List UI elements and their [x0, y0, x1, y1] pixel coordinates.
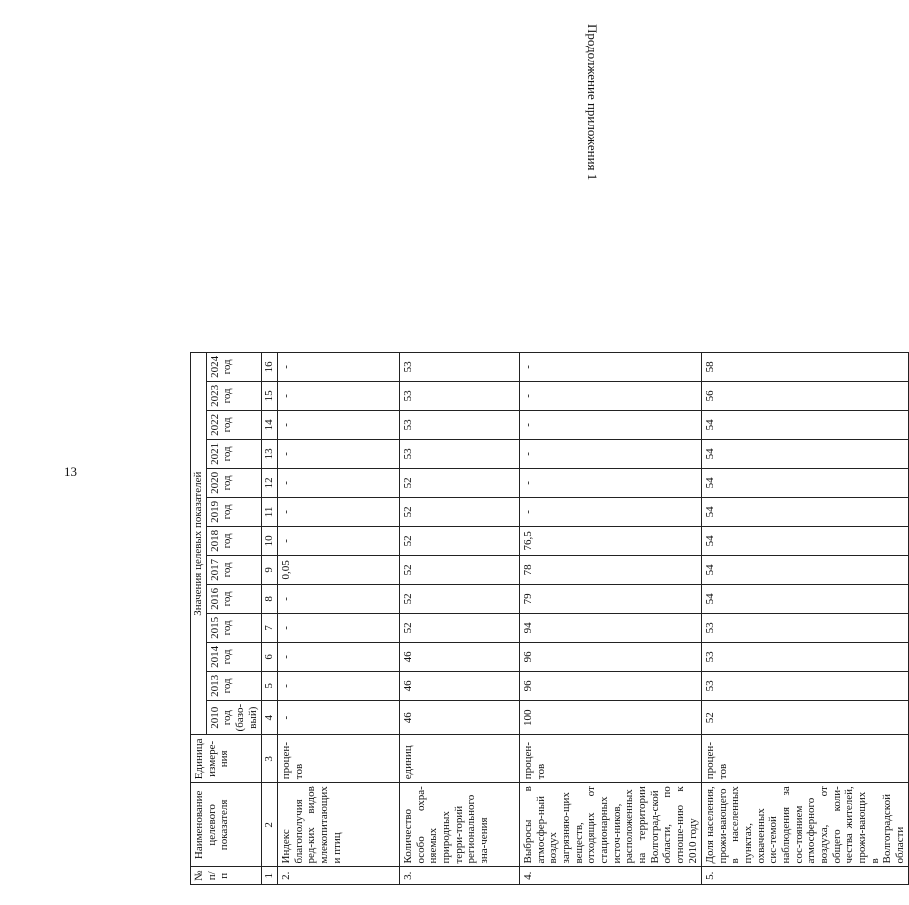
header-year: 2022 год [206, 410, 262, 439]
rotated-table-wrapper [190, 352, 909, 885]
value-cell: - [520, 468, 702, 497]
value-cell: 96 [520, 671, 702, 700]
column-number: 9 [262, 555, 278, 584]
header-name: Наименование целевого показателя [191, 783, 262, 867]
header-group: Значения целевых показателей [191, 352, 207, 735]
header-year: 2016 год [206, 584, 262, 613]
value-cell: 46 [400, 671, 520, 700]
page-number: 13 [64, 464, 77, 479]
value-cell: 56 [702, 381, 909, 410]
value-cell: 54 [702, 526, 909, 555]
value-cell: 0,05 [278, 555, 400, 584]
value-cell: - [278, 526, 400, 555]
indicator-name: Доля населения, прожи-вающего в населенных пунктах, охваченных сис-темой наблюдения за сос-тоянием атмосферного воздуха, от общего коли-чества жителей, прожи-вающих в Волгоградской области [702, 783, 909, 867]
row-number: 3. [400, 867, 520, 885]
value-cell: - [278, 584, 400, 613]
value-cell: - [520, 381, 702, 410]
column-number: 8 [262, 584, 278, 613]
value-cell: - [278, 642, 400, 671]
unit-cell: процен-тов [278, 735, 400, 783]
value-cell: 94 [520, 613, 702, 642]
unit-cell: процен-тов [520, 735, 702, 783]
header-year: 2020 год [206, 468, 262, 497]
value-cell: 52 [400, 613, 520, 642]
column-number: 14 [262, 410, 278, 439]
value-cell: 78 [520, 555, 702, 584]
table-row [400, 352, 520, 884]
value-cell: - [278, 468, 400, 497]
value-cell: 79 [520, 584, 702, 613]
target-indicators-table [190, 352, 909, 885]
column-number: 6 [262, 642, 278, 671]
value-cell: - [520, 439, 702, 468]
table-row [520, 352, 702, 884]
header-year: 2017 год [206, 555, 262, 584]
value-cell: - [278, 700, 400, 735]
value-cell: 53 [702, 642, 909, 671]
value-cell: 53 [400, 439, 520, 468]
value-cell: 54 [702, 584, 909, 613]
column-number: 12 [262, 468, 278, 497]
table-row [278, 352, 400, 884]
value-cell: 54 [702, 410, 909, 439]
value-cell: 52 [702, 700, 909, 735]
value-cell: - [520, 352, 702, 381]
value-cell: 54 [702, 497, 909, 526]
value-cell: - [278, 497, 400, 526]
value-cell: 52 [400, 555, 520, 584]
header-year: 2024 год [206, 352, 262, 381]
header-year: 2018 год [206, 526, 262, 555]
row-number: 4. [520, 867, 702, 885]
column-number: 10 [262, 526, 278, 555]
indicator-name: Выбросы в атмосфер-ный воздух загрязняю-щих веществ, отходящих от стационарных источ-ников, расположенных на территории Волгоград-ской области, по отноше-нию к 2010 году [520, 783, 702, 867]
header-no: № п/п [191, 867, 262, 885]
value-cell: - [278, 381, 400, 410]
header-year: 2010 год (базо-вый) [206, 700, 262, 735]
value-cell: 52 [400, 526, 520, 555]
value-cell: 54 [702, 439, 909, 468]
value-cell: 46 [400, 642, 520, 671]
value-cell: 96 [520, 642, 702, 671]
table-row [702, 352, 909, 884]
value-cell: 46 [400, 700, 520, 735]
value-cell: - [278, 613, 400, 642]
column-number: 5 [262, 671, 278, 700]
header-year: 2021 год [206, 439, 262, 468]
row-number: 2. [278, 867, 400, 885]
continuation-label: Продолжение приложения 1 [585, 24, 600, 181]
unit-cell: процен-тов [702, 735, 909, 783]
indicator-name: Количество особо охра-няемых природных терри-торий регионального зна-чения [400, 783, 520, 867]
value-cell: 53 [702, 671, 909, 700]
header-year: 2023 год [206, 381, 262, 410]
row-number: 5. [702, 867, 909, 885]
value-cell: 58 [702, 352, 909, 381]
header-unit: Единица измере-ния [191, 735, 262, 783]
header-year: 2014 год [206, 642, 262, 671]
value-cell: - [278, 439, 400, 468]
column-number: 7 [262, 613, 278, 642]
unit-cell: единиц [400, 735, 520, 783]
header-year: 2013 год [206, 671, 262, 700]
column-number: 13 [262, 439, 278, 468]
header-row-1 [191, 352, 207, 884]
value-cell: - [278, 671, 400, 700]
value-cell: - [278, 410, 400, 439]
column-number: 3 [262, 735, 278, 783]
column-number: 11 [262, 497, 278, 526]
header-year: 2019 год [206, 497, 262, 526]
value-cell: - [520, 497, 702, 526]
value-cell: 53 [400, 381, 520, 410]
value-cell: - [278, 352, 400, 381]
value-cell: 53 [400, 352, 520, 381]
value-cell: 54 [702, 468, 909, 497]
column-number: 4 [262, 700, 278, 735]
column-numbers-row [262, 352, 278, 884]
column-number: 2 [262, 783, 278, 867]
value-cell: 54 [702, 555, 909, 584]
header-year: 2015 год [206, 613, 262, 642]
value-cell: 52 [400, 584, 520, 613]
value-cell: 52 [400, 468, 520, 497]
column-number: 16 [262, 352, 278, 381]
value-cell: 76,5 [520, 526, 702, 555]
indicator-name: Индекс благополучия ред-ких видов млекопитающих и птиц [278, 783, 400, 867]
column-number: 15 [262, 381, 278, 410]
column-number: 1 [262, 867, 278, 885]
value-cell: 52 [400, 497, 520, 526]
value-cell: - [520, 410, 702, 439]
value-cell: 53 [400, 410, 520, 439]
value-cell: 53 [702, 613, 909, 642]
value-cell: 100 [520, 700, 702, 735]
